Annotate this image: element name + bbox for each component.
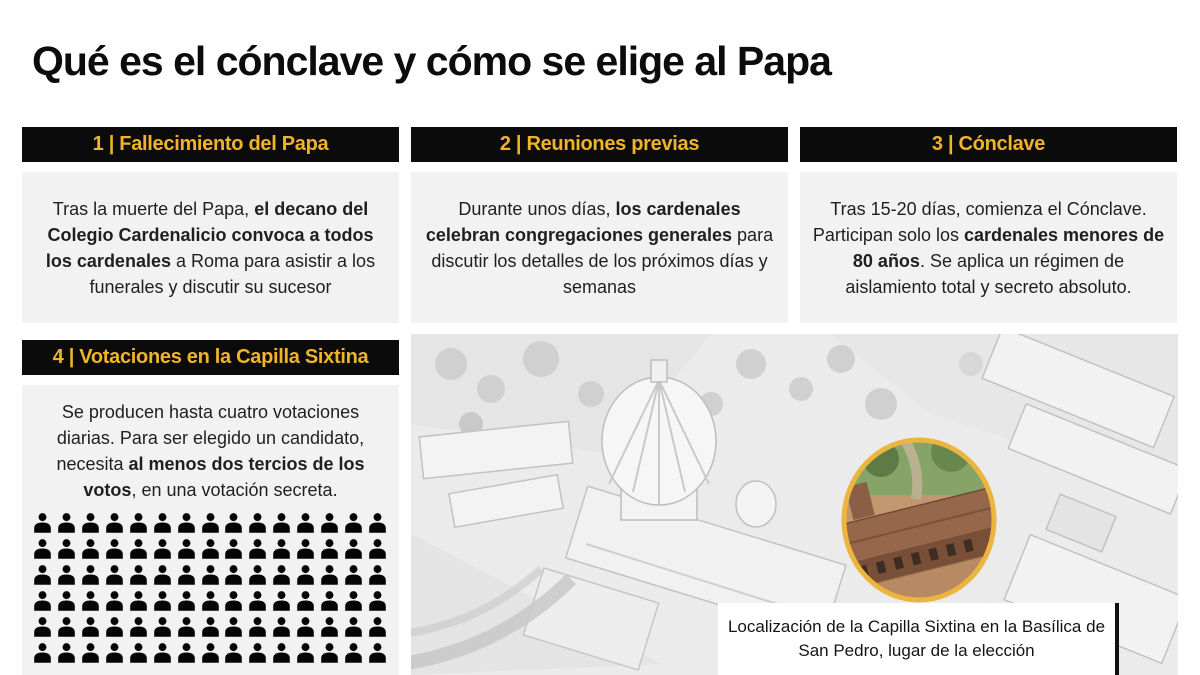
cardinal-silhouette-icon bbox=[368, 537, 387, 560]
cardinal-silhouette-icon bbox=[248, 641, 267, 664]
cardinal-silhouette-icon bbox=[248, 511, 267, 534]
step-1-text: Tras la muerte del Papa, el decano del Colegio Cardenalicio convoca a todos los cardenales a Roma para asistir a los funerales y discutir su sucesor bbox=[45, 198, 376, 297]
step-4-text: Se producen hasta cuatro votaciones diarias. Para ser elegido un candidato, necesita al menos dos tercios de los votos, en una votación secreta. bbox=[56, 402, 365, 500]
cardinal-silhouette-icon bbox=[81, 563, 100, 586]
cardinal-silhouette-icon bbox=[344, 563, 363, 586]
cardinal-silhouette-icon bbox=[153, 641, 172, 664]
cardinal-silhouette-icon bbox=[224, 641, 243, 664]
cardinal-silhouette-icon bbox=[105, 563, 124, 586]
cardinal-silhouette-icon bbox=[153, 589, 172, 612]
cardinal-silhouette-icon bbox=[105, 641, 124, 664]
cardinal-silhouette-icon bbox=[224, 537, 243, 560]
cardinal-silhouette-icon bbox=[224, 589, 243, 612]
step-3-header: 3 | Cónclave bbox=[800, 127, 1177, 162]
cardinal-silhouette-icon bbox=[368, 589, 387, 612]
cardinal-silhouette-icon bbox=[201, 615, 220, 638]
cardinal-silhouette-icon bbox=[344, 511, 363, 534]
cardinal-silhouette-icon bbox=[296, 641, 315, 664]
cardinal-silhouette-icon bbox=[320, 563, 339, 586]
cardinal-silhouette-icon bbox=[177, 641, 196, 664]
cardinal-silhouette-icon bbox=[272, 589, 291, 612]
cardinal-silhouette-icon bbox=[272, 537, 291, 560]
cardinal-silhouette-icon bbox=[177, 615, 196, 638]
cardinal-silhouette-icon bbox=[320, 641, 339, 664]
page-title: Qué es el cónclave y cómo se elige al Papa bbox=[32, 38, 831, 84]
cardinal-silhouette-icon bbox=[153, 563, 172, 586]
cardinal-silhouette-icon bbox=[33, 589, 52, 612]
cardinal-silhouette-icon bbox=[320, 537, 339, 560]
cardinal-silhouette-icon bbox=[368, 641, 387, 664]
cardinal-silhouette-icon bbox=[153, 537, 172, 560]
cardinal-silhouette-icon bbox=[344, 589, 363, 612]
cardinal-silhouette-icon bbox=[129, 641, 148, 664]
cardinal-silhouette-icon bbox=[201, 589, 220, 612]
step-3-text: Tras 15-20 días, comienza el Cónclave. Participan solo los cardenales menores de 80 años. Se aplica un régimen de aislamiento total y secreto absoluto. bbox=[812, 198, 1165, 297]
cardinal-silhouette-icon bbox=[153, 511, 172, 534]
cardinal-silhouette-icon bbox=[57, 615, 76, 638]
cardinal-silhouette-icon bbox=[33, 511, 52, 534]
step-2-text: Durante unos días, los cardenales celebran congregaciones generales para discutir los detalles de los próximos días y semanas bbox=[425, 198, 774, 297]
cardinal-silhouette-icon bbox=[105, 589, 124, 612]
cardinal-silhouette-icon bbox=[129, 589, 148, 612]
cardinal-silhouette-icon bbox=[201, 511, 220, 534]
cardinal-silhouette-icon bbox=[57, 563, 76, 586]
cardinal-silhouette-icon bbox=[296, 563, 315, 586]
cardinal-silhouette-icon bbox=[224, 511, 243, 534]
cardinal-silhouette-icon bbox=[57, 589, 76, 612]
cardinal-silhouette-icon bbox=[81, 615, 100, 638]
cardinal-silhouette-icon bbox=[81, 537, 100, 560]
cardinal-silhouette-icon bbox=[296, 537, 315, 560]
cardinal-silhouette-icon bbox=[272, 563, 291, 586]
cardinal-silhouette-icon bbox=[248, 563, 267, 586]
cardinal-silhouette-icon bbox=[129, 615, 148, 638]
cardinal-icons-grid bbox=[33, 511, 388, 664]
cardinal-silhouette-icon bbox=[177, 511, 196, 534]
cardinal-silhouette-icon bbox=[368, 563, 387, 586]
cardinal-silhouette-icon bbox=[201, 641, 220, 664]
minor-dome bbox=[736, 481, 776, 527]
cardinal-silhouette-icon bbox=[344, 537, 363, 560]
cardinal-silhouette-icon bbox=[344, 615, 363, 638]
cardinal-silhouette-icon bbox=[344, 641, 363, 664]
cardinal-silhouette-icon bbox=[81, 641, 100, 664]
cardinal-silhouette-icon bbox=[320, 511, 339, 534]
step-4-header: 4 | Votaciones en la Capilla Sixtina bbox=[22, 340, 399, 375]
cardinal-silhouette-icon bbox=[224, 563, 243, 586]
step-1-text-panel bbox=[22, 172, 399, 323]
cardinal-silhouette-icon bbox=[272, 615, 291, 638]
cardinal-silhouette-icon bbox=[105, 511, 124, 534]
cardinal-silhouette-icon bbox=[248, 615, 267, 638]
cardinal-silhouette-icon bbox=[129, 511, 148, 534]
cardinal-silhouette-icon bbox=[320, 615, 339, 638]
step-1-header: 1 | Fallecimiento del Papa bbox=[22, 127, 399, 162]
cardinal-silhouette-icon bbox=[129, 537, 148, 560]
cardinal-silhouette-icon bbox=[57, 537, 76, 560]
cardinal-silhouette-icon bbox=[105, 615, 124, 638]
cardinal-silhouette-icon bbox=[368, 615, 387, 638]
cardinal-silhouette-icon bbox=[33, 615, 52, 638]
cardinal-silhouette-icon bbox=[105, 537, 124, 560]
cardinal-silhouette-icon bbox=[296, 511, 315, 534]
cardinal-silhouette-icon bbox=[296, 589, 315, 612]
cardinal-silhouette-icon bbox=[177, 537, 196, 560]
photo-caption: Localización de la Capilla Sixtina en la Basílica de San Pedro, lugar de la elección bbox=[718, 603, 1119, 675]
cardinal-silhouette-icon bbox=[201, 537, 220, 560]
cardinal-silhouette-icon bbox=[129, 563, 148, 586]
cardinal-silhouette-icon bbox=[81, 589, 100, 612]
cardinal-silhouette-icon bbox=[33, 537, 52, 560]
cardinal-silhouette-icon bbox=[33, 563, 52, 586]
cardinal-silhouette-icon bbox=[272, 641, 291, 664]
cardinal-silhouette-icon bbox=[224, 615, 243, 638]
cardinal-silhouette-icon bbox=[177, 563, 196, 586]
step-3-text-panel bbox=[800, 172, 1177, 323]
cardinal-silhouette-icon bbox=[201, 563, 220, 586]
cardinal-silhouette-icon bbox=[57, 511, 76, 534]
step-2-header: 2 | Reuniones previas bbox=[411, 127, 788, 162]
cardinal-silhouette-icon bbox=[296, 615, 315, 638]
cardinal-silhouette-icon bbox=[368, 511, 387, 534]
step-2-text-panel bbox=[411, 172, 788, 323]
cardinal-silhouette-icon bbox=[248, 537, 267, 560]
cardinal-silhouette-icon bbox=[177, 589, 196, 612]
cardinal-silhouette-icon bbox=[320, 589, 339, 612]
cardinal-silhouette-icon bbox=[248, 589, 267, 612]
cardinal-silhouette-icon bbox=[57, 641, 76, 664]
cardinal-silhouette-icon bbox=[272, 511, 291, 534]
cardinal-silhouette-icon bbox=[153, 615, 172, 638]
cardinal-silhouette-icon bbox=[33, 641, 52, 664]
cardinal-silhouette-icon bbox=[81, 511, 100, 534]
